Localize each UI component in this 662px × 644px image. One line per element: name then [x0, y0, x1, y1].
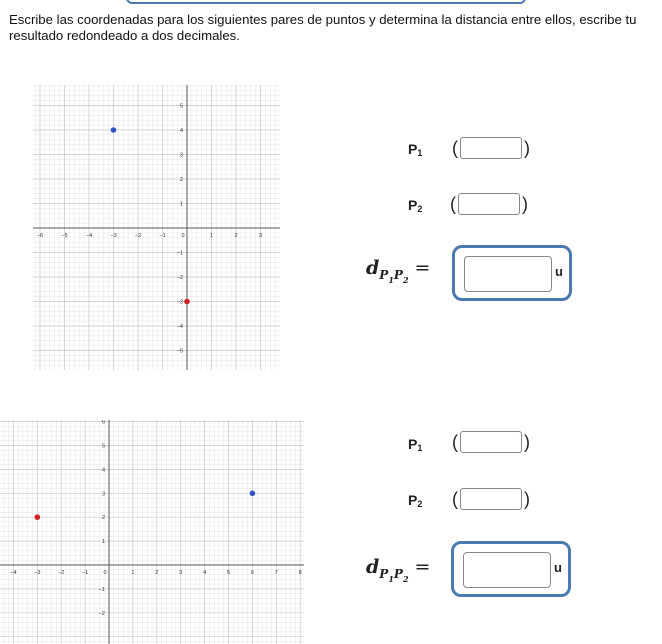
x-tick-label: 8 — [298, 570, 302, 576]
x-tick-label: −3 — [110, 233, 117, 239]
y-tick-label: −2 — [176, 275, 183, 281]
distance-label-2: $d_{P1P2}=$ — [366, 556, 431, 584]
close-paren: ) — [524, 432, 530, 452]
p2-input-2[interactable] — [460, 488, 522, 510]
x-tick-label: −3 — [34, 570, 41, 576]
distance-input-2[interactable] — [463, 552, 551, 588]
y-tick-label: 2 — [179, 177, 183, 183]
y-tick-label: 1 — [101, 539, 105, 546]
y-tick-label: 3 — [101, 491, 105, 498]
instructions-text: Escribe las coordenadas para los siguientes pares de puntos y determina la distancia entre ellos, escribe tu resultado redondeado a dos decimales. — [9, 12, 637, 43]
p2-label-1: $P_2$ — [408, 197, 423, 214]
x-tick-label: −4 — [10, 570, 17, 576]
x-tick-label: 2 — [155, 570, 159, 576]
p1-input-2[interactable] — [460, 431, 522, 453]
close-paren: ) — [522, 194, 528, 214]
p2-input-1[interactable] — [458, 193, 520, 215]
distance-box-2 — [451, 541, 571, 597]
data-point — [250, 491, 256, 497]
x-tick-label: 7 — [274, 570, 278, 576]
p2-coordinate-1 — [450, 193, 528, 217]
graph-2-svg — [0, 420, 304, 644]
x-tick-label: 4 — [203, 570, 207, 576]
p2-label-2: $P_2$ — [408, 492, 423, 509]
p1-coordinate-1 — [452, 137, 530, 161]
y-tick-label: 1 — [179, 201, 183, 208]
top-frame — [126, 0, 526, 4]
x-tick-label: −1 — [159, 233, 166, 239]
y-tick-label: 2 — [101, 515, 105, 522]
y-tick-label: −5 — [176, 348, 183, 355]
y-tick-label: −1 — [176, 250, 183, 257]
y-tick-label: 3 — [179, 152, 183, 159]
distance-input-1[interactable] — [464, 256, 552, 292]
y-tick-label: 5 — [101, 443, 105, 450]
x-tick-label: 0 — [103, 570, 107, 576]
x-tick-label: 1 — [209, 233, 214, 239]
x-tick-label: −6 — [36, 233, 44, 239]
x-tick-label: −2 — [134, 233, 142, 239]
y-tick-label: −1 — [98, 586, 105, 593]
unit-label: u — [554, 560, 562, 575]
x-tick-label: 0 — [181, 233, 185, 239]
p1-input-1[interactable] — [460, 137, 522, 159]
y-tick-label: 4 — [179, 128, 183, 134]
x-tick-label: −4 — [85, 233, 93, 239]
data-point — [35, 514, 41, 520]
y-tick-label: −4 — [176, 324, 183, 330]
p1-label-2: $P_1$ — [408, 436, 423, 453]
y-tick-label: 5 — [179, 103, 183, 110]
y-tick-label: 6 — [101, 420, 105, 426]
x-tick-label: 6 — [250, 570, 254, 576]
unit-label: u — [555, 264, 563, 279]
y-tick-label: 4 — [101, 467, 105, 474]
close-paren: ) — [524, 138, 530, 158]
x-tick-label: 2 — [234, 233, 238, 239]
data-point — [184, 299, 190, 305]
y-tick-label: −3 — [176, 299, 183, 306]
x-tick-label: −5 — [61, 233, 68, 239]
open-paren: ( — [452, 489, 458, 509]
data-point — [111, 127, 117, 133]
y-tick-label: −2 — [98, 610, 105, 617]
x-tick-label: −2 — [58, 570, 65, 576]
p2-coordinate-2 — [452, 488, 530, 512]
open-paren: ( — [452, 138, 458, 158]
graph-2 — [0, 420, 304, 644]
distance-label-1: $d_{P1P2}=$ — [366, 257, 431, 285]
p1-label-1: $P_1$ — [408, 141, 423, 158]
x-tick-label: 1 — [131, 570, 135, 576]
open-paren: ( — [452, 432, 458, 452]
distance-box-1 — [452, 245, 572, 301]
graph-1-svg — [33, 85, 280, 370]
x-tick-label: 5 — [226, 570, 231, 576]
open-paren: ( — [450, 194, 456, 214]
close-paren: ) — [524, 489, 530, 509]
x-tick-label: 3 — [258, 233, 263, 239]
p1-coordinate-2 — [452, 431, 530, 455]
graph-1 — [33, 85, 280, 370]
x-tick-label: 3 — [179, 570, 183, 576]
x-tick-label: −1 — [81, 570, 89, 576]
